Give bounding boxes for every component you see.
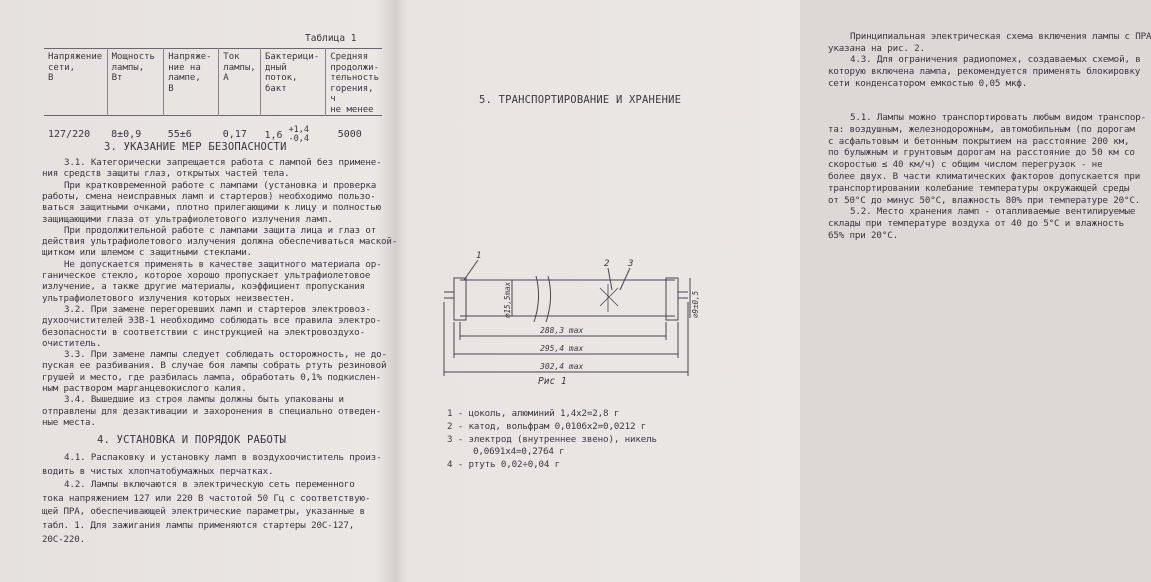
cell-lamp-voltage: 55±6 <box>167 128 192 140</box>
text-line: 4 - ртуть 0,02÷0,04 г <box>447 459 561 471</box>
text-line: табл. 1. Для зажигания лампы применяются стартеры 20С-127, <box>42 520 355 531</box>
dim-pins: ⌀9±0,5 <box>691 290 700 318</box>
left-page <box>0 0 398 582</box>
text-line: 20С-220. <box>42 533 86 545</box>
text-line: При продолжительной работе с лампами защита лица и глаз от <box>64 224 377 236</box>
text-line: водить в чистых хлопчатобумажных перчатках. <box>42 465 274 477</box>
text-line: по булыжным и грунтовым дорогам на расстояние до 50 км со <box>828 147 1135 159</box>
text-line: ные места. <box>42 416 96 428</box>
text-line: скоростью ≤ 40 км/ч) с общим числом перегрузок - не <box>828 159 1103 171</box>
text-line: 3.1. Категорически запрещается работа с лампой без примене- <box>64 157 382 168</box>
text-line: склады при температуре воздуха от 40 до 5°С и влажность <box>828 218 1124 230</box>
text-line: 5.1. Лампы можно транспортировать любым видом транспор- <box>850 112 1146 123</box>
text-line: 3 - электрод (внутреннее звено), никель <box>447 433 657 445</box>
text-line: излучение, а также другие материалы, коэффициент пропускания <box>42 281 365 293</box>
text-line: сети конденсатором емкостью 0,05 мкф. <box>828 77 1028 89</box>
text-line: При кратковременной работе с лампами (установка и проверка <box>64 179 377 191</box>
text-line: транспортировании колебание температуры окружающей среды <box>828 182 1130 194</box>
left-cap <box>454 278 466 320</box>
text-line: 2 - катод, вольфрам 0,0106х2=0,0212 г <box>447 420 647 432</box>
table-header-voltage: Напряжение сети, В <box>48 52 103 83</box>
cell-current: 0,17 <box>222 128 247 140</box>
text-line: которую включена лампа, рекомендуется применять блокировку <box>828 66 1141 78</box>
text-line: защищающими глаза от ультрафиолетового излучения ламп. <box>42 213 333 225</box>
text-line: щей ПРА, обеспечивающей электрические параметры, указанные в <box>42 506 365 518</box>
text-line: действия ультрафиолетового излучения должна обеспечиваться маской- <box>42 236 398 248</box>
text-line: щитком или шлемом с защитными стеклами. <box>42 247 252 259</box>
text-line: очиститель. <box>42 337 102 349</box>
spec-table <box>44 48 382 144</box>
section-5-heading: 5. ТРАНСПОРТИРОВАНИЕ И ХРАНЕНИЕ <box>479 94 682 106</box>
table-header-current: Ток лампы, А <box>219 49 261 116</box>
text-line: 4.1. Распаковку и установку ламп в воздухоочиститель произ- <box>64 452 382 463</box>
text-line: пуская ее разбивания. В случае боя лампы собрать ртуть резиновой <box>42 360 387 372</box>
dim-295: 295,4 max <box>540 344 584 353</box>
text-line: 1 - цоколь, алюминий 1,4х2=2,8 г <box>447 408 620 419</box>
dim-288: 288,3 max <box>540 326 584 335</box>
text-line: духоочистителей ЭЗВ-1 необходимо соблюдать все правила электро- <box>42 315 382 327</box>
text-line: Не допускается применять в качестве защитного материала ор- <box>64 258 382 270</box>
text-line: с асфальтовым и бетонным покрытием на расстояние 200 км, <box>828 135 1130 147</box>
text-line: ния средств защиты глаз, открытых частей тела. <box>42 168 290 180</box>
cell-voltage: 127/220 <box>48 128 91 140</box>
text-line: 65% при 20°С. <box>828 230 898 241</box>
text-line: отправлены для дезактивации и захоронения в специально отведен- <box>42 405 382 417</box>
dim-diameter: ⌀15,5max <box>503 281 512 318</box>
text-line: 4.2. Лампы включаются в электрическую сеть переменного <box>64 479 355 491</box>
text-line: 3.3. При замене лампы следует соблюдать осторожность, не до- <box>64 349 387 361</box>
text-line: ным раствором марганцевокислого калия. <box>42 383 247 394</box>
right-cap <box>666 278 678 320</box>
callout-2: 2 <box>604 259 610 269</box>
text-line: 5.2. Место хранения ламп - отапливаемые вентилируемые <box>850 206 1136 218</box>
cell-power: 8±0,9 <box>111 128 142 140</box>
text-line: тока напряжением 127 или 220 В частотой 50 Гц с соответствую- <box>42 492 371 504</box>
table-label: Таблица 1 <box>305 33 357 44</box>
callout-3: 3 <box>628 259 634 269</box>
text-line: ультрафиолетового излучения которых неизвестен. <box>42 292 295 304</box>
text-line: 4.3. Для ограничения радиопомех, создаваемых схемой, в <box>850 54 1141 66</box>
text-line: 0,0691х4=0,2764 г <box>473 446 565 458</box>
text-line: та: воздушным, железнодорожным, автомобильным (по дорогам <box>828 123 1135 135</box>
lamp-drawing <box>440 248 700 388</box>
text-line: указана на рис. 2. <box>828 42 925 54</box>
text-line: ваться защитными очками, плотно прилегающими к лицу и полностью <box>42 202 382 214</box>
table-header-life: Средняя продолжи- тельность горения, ч не менее <box>326 49 382 116</box>
text-line: Принципиальная электрическая схема включения лампы с ПРА <box>850 31 1151 42</box>
callout-1: 1 <box>476 251 482 261</box>
text-line: безопасности в соответствии с инструкцией на электровоздухо- <box>42 326 365 338</box>
figure-caption: Рис 1 <box>538 376 567 387</box>
text-line: ганическое стекло, которое хорошо пропускает ультрафиолетовое <box>42 270 371 281</box>
section-4-heading: 4. УСТАНОВКА И ПОРЯДОК РАБОТЫ <box>97 434 287 446</box>
text-line: работы, смена неисправных ламп и стартеров) необходимо пользо- <box>42 190 376 202</box>
cell-flux: 1,6 +1,4 -0,4 <box>264 125 310 144</box>
table-row <box>44 116 382 145</box>
section-3-heading: 3. УКАЗАНИЕ МЕР БЕЗОПАСНОСТИ <box>104 141 287 153</box>
table-header-flux: Бактерици- дный поток, бакт <box>260 49 325 116</box>
table-header-lamp-voltage: Напряже- ние на лампе, В <box>164 49 219 116</box>
cell-life: 5000 <box>337 128 362 140</box>
text-line: грушей и место, где разбилась лампа, обработать 0,1% подкислен- <box>42 371 382 383</box>
dim-302: 302,4 max <box>540 362 584 371</box>
text-line: более двух. В части климатических факторов допускается при <box>828 171 1141 182</box>
table-header-power: Мощность лампы, Вт <box>107 49 164 116</box>
text-line: 3.4. Вышедшие из строя лампы должны быть упакованы и <box>64 394 344 406</box>
text-line: от 50°С до минус 50°С, влажность 80% при температуре 20°С. <box>828 194 1141 206</box>
text-line: 3.2. При замене перегоревших ламп и стартеров электровоз- <box>64 303 371 315</box>
